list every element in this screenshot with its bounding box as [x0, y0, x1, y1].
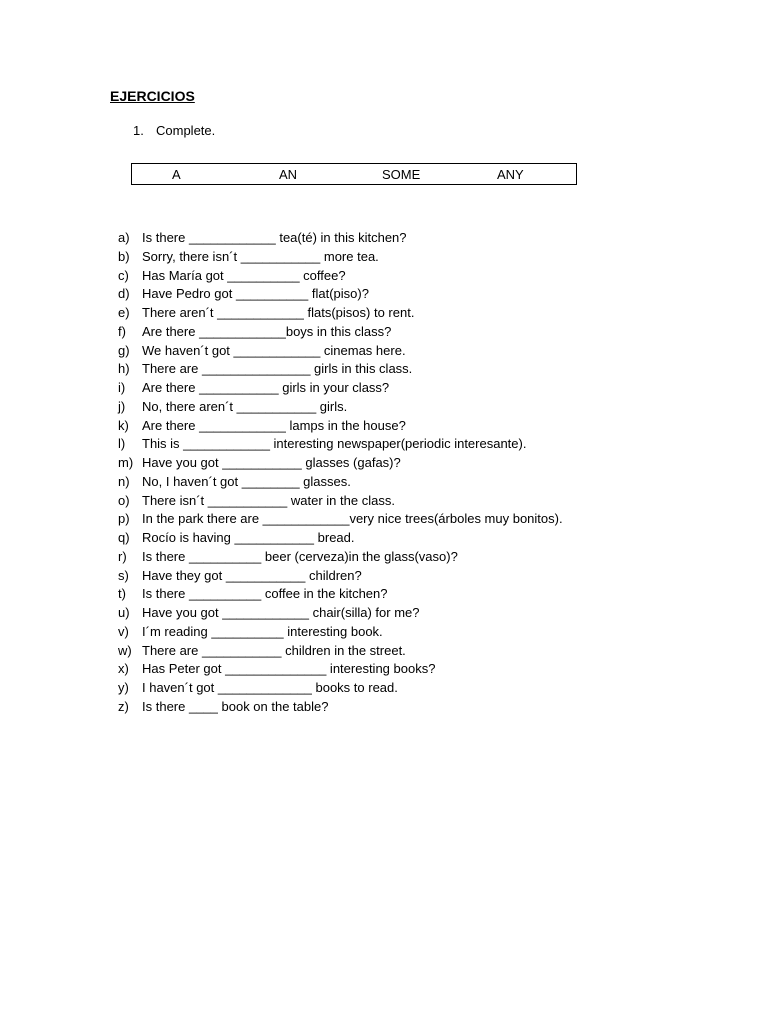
exercise-text: No, there aren´t ___________ girls. [142, 398, 348, 414]
exercise-item [118, 398, 563, 417]
exercise-item [118, 342, 563, 361]
exercise-item [118, 248, 563, 267]
exercise-list [118, 229, 563, 717]
instruction-number: 1. [133, 123, 144, 138]
exercise-item [118, 360, 563, 379]
exercise-letter: m) [118, 455, 134, 470]
exercise-letter: e) [118, 305, 130, 320]
exercise-text: Have you got ___________ glasses (gafas)? [142, 455, 401, 470]
exercise-text: I´m reading __________ interesting book. [142, 623, 383, 639]
exercise-item [118, 585, 563, 604]
exercise-item [118, 323, 563, 342]
exercise-letter: u) [118, 605, 130, 620]
exercise-letter: n) [118, 473, 130, 489]
exercise-text: Are there ___________ girls in your class? [142, 380, 390, 395]
exercise-text: Are there ____________ lamps in the house? [142, 417, 406, 433]
exercise-item [118, 642, 563, 661]
exercise-letter: a) [118, 230, 130, 245]
exercise-text: Is there ____ book on the table? [142, 698, 329, 714]
exercise-letter: q) [118, 530, 130, 545]
exercise-text: Are there ____________boys in this class? [142, 323, 392, 339]
exercise-item [118, 529, 563, 548]
exercise-item [118, 435, 563, 454]
exercise-letter: j) [118, 398, 126, 414]
word-box [131, 163, 577, 185]
word-box-item: ANY [497, 167, 524, 182]
instruction [133, 123, 215, 138]
exercise-text: There are _______________ girls in this class. [142, 361, 413, 377]
word-box-item: AN [279, 167, 298, 182]
exercise-text: Is there ____________ tea(té) in this kitchen? [142, 230, 407, 245]
exercise-text: Rocío is having ___________ bread. [142, 530, 355, 545]
exercise-text: Is there __________ beer (cerveza)in the glass(vaso)? [142, 548, 458, 564]
exercise-item [118, 454, 563, 473]
exercise-text: No, I haven´t got ________ glasses. [142, 473, 351, 489]
exercise-item [118, 473, 563, 492]
exercise-letter: f) [118, 323, 126, 339]
exercise-text: Have you got ____________ chair(silla) for me? [142, 605, 420, 620]
exercise-text: There aren´t ____________ flats(pisos) to rent. [142, 305, 415, 320]
exercise-letter: w) [118, 642, 132, 658]
exercise-text: I haven´t got _____________ books to read. [142, 680, 398, 695]
exercise-item [118, 604, 563, 623]
exercise-item [118, 660, 563, 679]
exercise-letter: t) [118, 586, 126, 602]
exercise-letter: k) [118, 417, 129, 433]
exercise-item [118, 548, 563, 567]
exercise-text: Have they got ___________ children? [142, 567, 362, 583]
exercise-item [118, 267, 563, 286]
exercise-text: This is ____________ interesting newspaper(periodic interesante). [142, 436, 527, 452]
instruction-text: Complete. [156, 123, 216, 138]
exercise-item [118, 698, 563, 717]
exercise-item [118, 567, 563, 586]
exercise-letter: x) [118, 661, 129, 677]
exercise-text: Have Pedro got __________ flat(piso)? [142, 286, 369, 302]
exercise-text: Has Peter got ______________ interesting books? [142, 661, 436, 677]
exercise-text: Has María got __________ coffee? [142, 267, 346, 283]
exercise-text: Sorry, there isn´t ___________ more tea. [142, 248, 379, 264]
exercise-letter: r) [118, 548, 127, 564]
exercise-letter: z) [118, 698, 129, 714]
exercise-text: There isn´t ___________ water in the class. [142, 492, 395, 508]
exercise-letter: i) [118, 380, 126, 395]
exercise-letter: p) [118, 511, 130, 527]
exercise-letter: y) [118, 680, 129, 695]
exercise-letter: o) [118, 492, 130, 508]
exercise-item [118, 229, 563, 248]
exercise-item [118, 510, 563, 529]
exercise-letter: s) [118, 567, 129, 583]
exercise-letter: d) [118, 286, 130, 302]
exercise-item [118, 623, 563, 642]
exercise-text: Is there __________ coffee in the kitchen? [142, 586, 388, 602]
exercise-letter: c) [118, 267, 129, 283]
word-box-item: SOME [382, 167, 421, 182]
exercise-text: We haven´t got ____________ cinemas here. [142, 342, 406, 358]
exercise-letter: l) [118, 436, 126, 452]
exercise-item [118, 417, 563, 436]
exercise-letter: h) [118, 361, 130, 377]
word-box-item: A [172, 167, 181, 182]
exercise-item [118, 679, 563, 698]
exercise-letter: b) [118, 248, 130, 264]
exercise-item [118, 379, 563, 398]
exercise-letter: v) [118, 623, 129, 639]
exercise-item [118, 304, 563, 323]
exercise-text: There are ___________ children in the street. [142, 642, 406, 658]
page-title: EJERCICIOS [110, 88, 195, 104]
exercise-item [118, 285, 563, 304]
exercise-letter: g) [118, 342, 130, 358]
exercise-text: In the park there are ____________very nice trees(árboles muy bonitos). [142, 511, 563, 527]
exercise-item [118, 492, 563, 511]
